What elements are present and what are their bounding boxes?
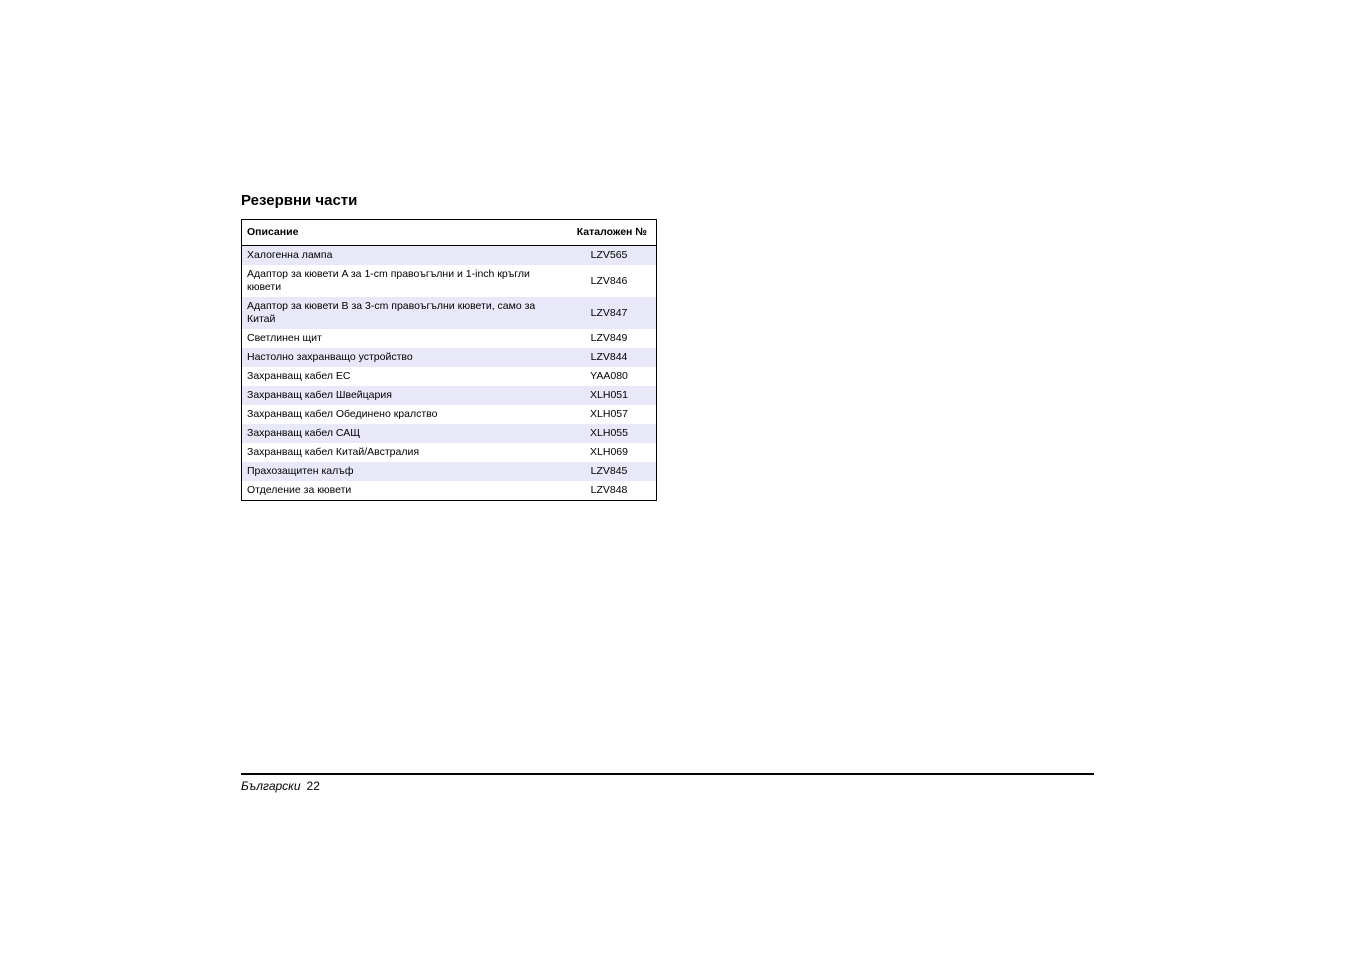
row-catalog-number: LZV849	[562, 329, 657, 348]
row-catalog-number: LZV845	[562, 462, 657, 481]
row-description: Светлинен щит	[242, 329, 563, 348]
page-footer	[241, 779, 320, 793]
footer-page-number: 22	[306, 779, 320, 793]
row-catalog-number: LZV846	[562, 265, 657, 297]
table-row	[242, 329, 657, 348]
row-catalog-number: XLH057	[562, 405, 657, 424]
table-row	[242, 405, 657, 424]
row-description: Халогенна лампа	[242, 246, 563, 266]
table-row	[242, 297, 657, 329]
row-description: Захранващ кабел ЕС	[242, 367, 563, 386]
row-catalog-number: LZV565	[562, 246, 657, 266]
row-catalog-number: LZV848	[562, 481, 657, 501]
section-title: Резервни части	[241, 192, 358, 209]
table-row	[242, 424, 657, 443]
table-row	[242, 443, 657, 462]
header-catalog-number: Каталожен №	[562, 220, 657, 246]
table-header-row	[242, 220, 657, 246]
spare-parts-table	[241, 219, 657, 501]
row-catalog-number: XLH051	[562, 386, 657, 405]
row-catalog-number: LZV847	[562, 297, 657, 329]
table-row	[242, 386, 657, 405]
row-description: Отделение за кювети	[242, 481, 563, 501]
table-row	[242, 265, 657, 297]
row-catalog-number: XLH069	[562, 443, 657, 462]
row-catalog-number: LZV844	[562, 348, 657, 367]
header-description: Описание	[242, 220, 563, 246]
footer-language: Български	[241, 779, 301, 793]
footer-divider	[241, 773, 1094, 775]
row-description: Захранващ кабел Обединено кралство	[242, 405, 563, 424]
row-description: Адаптор за кювети B за 3-cm правоъгълни кювети, само за Китай	[242, 297, 563, 329]
row-description: Захранващ кабел Китай/Австралия	[242, 443, 563, 462]
row-catalog-number: XLH055	[562, 424, 657, 443]
table-row	[242, 481, 657, 501]
row-description: Захранващ кабел САЩ	[242, 424, 563, 443]
row-description: Адаптор за кювети A за 1-cm правоъгълни и 1-inch кръгли кювети	[242, 265, 563, 297]
table-row	[242, 246, 657, 266]
row-description: Прахозащитен калъф	[242, 462, 563, 481]
table-row	[242, 462, 657, 481]
row-description: Настолно захранващо устройство	[242, 348, 563, 367]
table-row	[242, 367, 657, 386]
table-row	[242, 348, 657, 367]
row-catalog-number: YAA080	[562, 367, 657, 386]
row-description: Захранващ кабел Швейцария	[242, 386, 563, 405]
